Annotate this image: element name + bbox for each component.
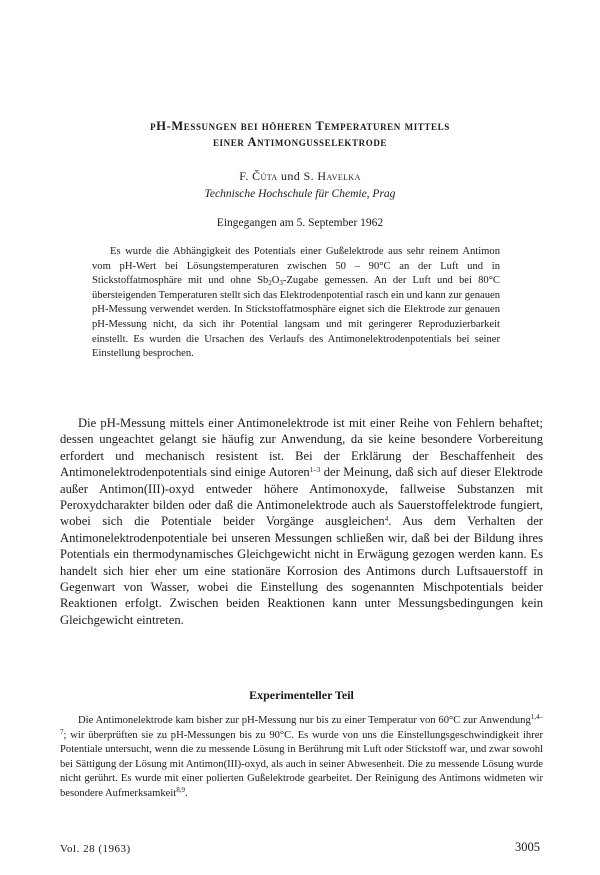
intro-paragraph [60, 415, 543, 628]
author-1: F. Čůta [239, 169, 278, 183]
author-join: und [277, 169, 304, 183]
page-number: 3005 [515, 840, 540, 854]
title-line-1: pH-Messungen bei höheren Temperaturen mittels [150, 119, 450, 133]
volume-info: Vol. 28 (1963) [60, 843, 131, 855]
intro-text-1: Die pH-Messung mittels einer Antimonelektrode ist mit einer Reihe von Fehlern behaftet; dessen ungeachtet gelangt sie häufig zur Anwendung, da sie keine besondere Vorbereitung erfordert und mechanisch resistent ist. Bei der Erklärung der Beschaffenheit des Antimonelektrodenpotentials sind einige Autoren [60, 416, 543, 480]
abstract [92, 245, 500, 362]
intro-text-2: der Meinung, daß sich auf dieser Elektrode außer Antimon(III)-oxyd entweder höhere Antimonoxyde, fallweise Substanzen mit Peroxydcharakter bilden oder daß die Antimonelektrode auch als Sauerstoffelektrode fungiert, wobei sich die Potentiale beider Vorgänge ausgleichen [60, 465, 543, 529]
author-2: S. Havelka [303, 169, 361, 183]
intro-ref-2: 4 [384, 515, 389, 524]
exp-text-1: Die Antimonelektrode kam bisher zur pH-Messung nur bis zu einer Temperatur von 60°C zur Anwendung [78, 715, 531, 726]
exp-text-3: . [184, 787, 188, 799]
authors [60, 169, 540, 184]
abstract-text-1: Es wurde die Abhängigkeit des Potentials einer Gußelektrode aus sehr reinem Antimon vom pH-Wert bei Lösungstemperaturen zwischen 50 – 90°C an der Luft und in Stickstoffatmosphäre mit und ohne Sb [92, 246, 500, 287]
experimental-paragraph [60, 714, 543, 802]
exp-ref-2: 8,9 [176, 785, 185, 794]
exp-text-2: ; wir überprüften sie zu pH-Messungen bis zu 90°C. Es wurde von uns die Einstellungsgeschwindigkeit ihrer Potentiale untersucht, wenn die zu messende Lösung in Berührung mit Luft oder Stickstoff war, und zwar sowohl bei Sättigung der Lösung mit Antimon(III)-oxyd, als auch in seiner Abwesenheit. Die zu messende Lösung wurde nicht gerührt. Es wurde mit einer polierten Gußelektrode gearbeitet. Der Reinigung des Antimons widmeten wir besondere Aufmerksamkeit [60, 729, 543, 799]
received-date: Eingegangen am 5. September 1962 [216, 217, 384, 229]
intro-ref-1: 1–3 [309, 466, 321, 475]
exp-ref-1: 1,4–7 [60, 713, 543, 736]
institution: Technische Hochschule für Chemie, Prag [204, 188, 396, 200]
abstract-text-mid: O [271, 275, 280, 287]
title-line-2: einer Antimongusselektrode [212, 135, 388, 149]
section-heading: Experimenteller Teil [249, 688, 354, 702]
intro-text-3: . Aus dem Verhalten der Antimonelektrodenpotentiale bei unseren Messungen schließen wir, daß bei der Bildung ihres Potentials ein thermodynamisches Gleichgewicht nicht in Erwägung gezogen werden kann. Es handelt sich hier eher um eine stationäre Korrosion des Antimons durch Luftsauerstoff in Gegenwart von Wasser, wobei die Einstellung des sogenannten Mischpotentials beider Reaktionen erfolgt. Zwischen beiden Reaktionen kann unter Messungsbedingungen kein Gleichgewicht eintreten. [60, 514, 543, 627]
abstract-text-2: -Zugabe gemessen. An der Luft und bei 80°C übersteigenden Temperaturen stellt sich das Elektrodenpotential rasch ein und kann zur genauen pH-Messung verwendet werden. In Stickstoffatmosphäre eignet sich die Elektrode zur genauen pH-Messung nicht, da sich ihr Potential langsam und mit geringerer Reproduzierbarkeit einstellt. Es wurden die Ursachen des Verlaufs des Antimonelektrodenpotentials bei seiner Einstellung besprochen. [92, 275, 500, 360]
article-title [60, 118, 540, 150]
abstract-sub-2: 3 [279, 279, 283, 288]
abstract-sub-1: 2 [268, 279, 272, 288]
